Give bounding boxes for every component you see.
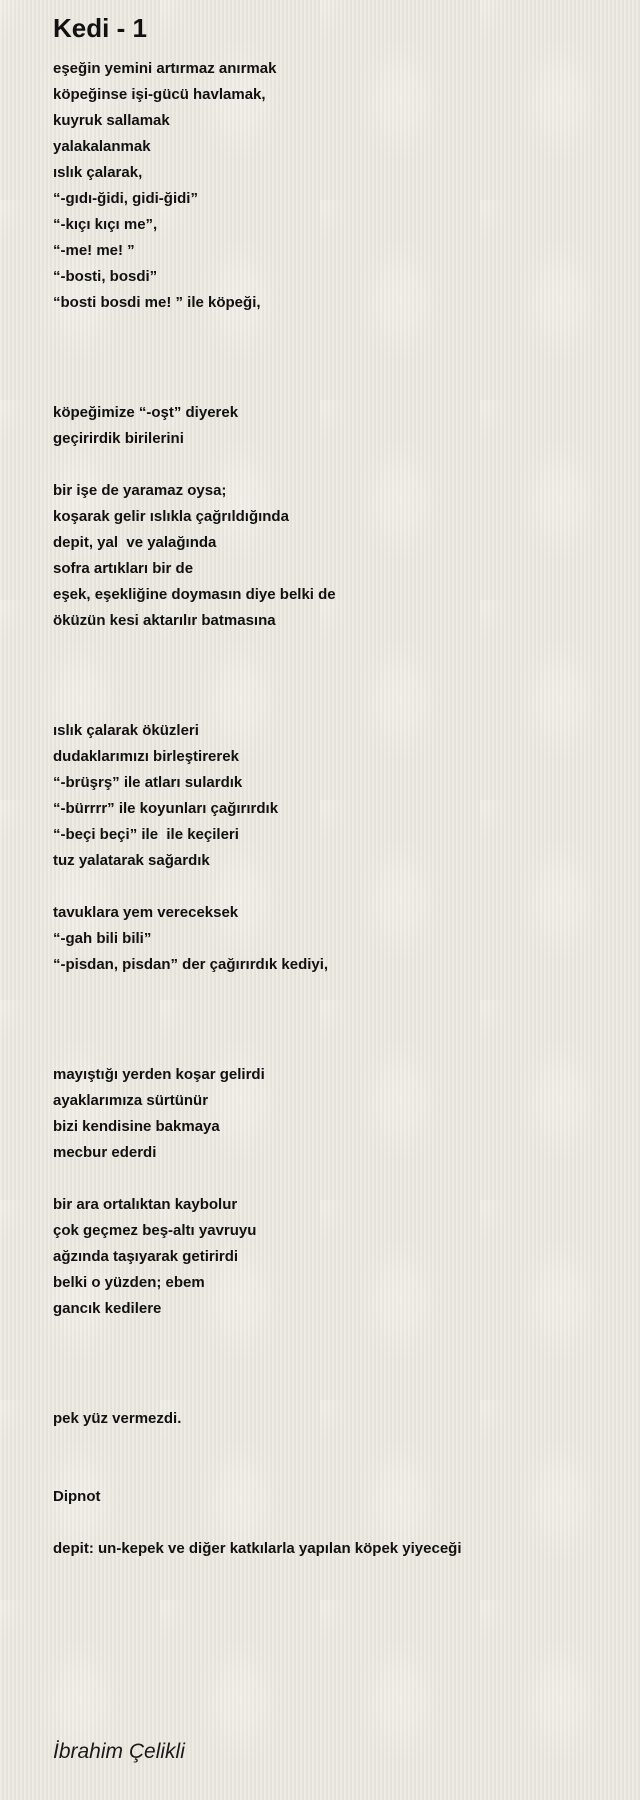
- poem-line: bizi kendisine bakmaya: [53, 1118, 220, 1135]
- poem-line: ayaklarımıza sürtünür: [53, 1092, 209, 1109]
- poem-author: İbrahim Çelikli: [53, 1740, 185, 1763]
- stanza-gap: [53, 1166, 640, 1192]
- poem-line: Dipnot: [53, 1488, 101, 1505]
- poem-stanza: [53, 1406, 640, 1432]
- poem-line: “-kıçı kıçı me”,: [53, 216, 158, 233]
- poem-line: eşek, eşekliğine doymasın diye belki de: [53, 586, 336, 603]
- poem-line: pek yüz vermezdi.: [53, 1410, 182, 1427]
- poem-line: belki o yüzden; ebem: [53, 1274, 205, 1291]
- poem-line: öküzün kesi aktarılır batmasına: [53, 612, 276, 629]
- stanza-gap: [53, 1510, 640, 1536]
- stanza-gap: [53, 316, 640, 400]
- stanza-gap: [53, 1322, 640, 1406]
- poem-line: “bosti bosdi me! ” ile köpeği,: [53, 294, 261, 311]
- poem-line: tuz yalatarak sağardık: [53, 852, 210, 869]
- poem-stanza: [53, 1192, 640, 1322]
- poem-stanza: [53, 1484, 640, 1510]
- stanza-gap: [53, 978, 640, 1062]
- poem-stanza: [53, 56, 640, 316]
- stanza-gap: [53, 874, 640, 900]
- poem-stanza: [53, 900, 640, 978]
- poem-line: kuyruk sallamak: [53, 112, 170, 129]
- stanza-gap: [53, 452, 640, 478]
- poem-line: bir ara ortalıktan kaybolur: [53, 1196, 238, 1213]
- poem-title: Kedi - 1: [53, 13, 147, 43]
- poem-line: bir işe de yaramaz oysa;: [53, 482, 227, 499]
- stanza-gap: [53, 634, 640, 718]
- poem-stanza: [53, 478, 640, 634]
- poem-line: depit: un-kepek ve diğer katkılarla yapılan köpek yiyeceği: [53, 1540, 462, 1557]
- poem-stanza: [53, 718, 640, 874]
- poem-line: ağzında taşıyarak getirirdi: [53, 1248, 239, 1265]
- poem-line: yalakalanmak: [53, 138, 151, 155]
- poem-line: sofra artıkları bir de: [53, 560, 194, 577]
- poem-line: geçirirdik birilerini: [53, 430, 184, 447]
- poem-line: ıslık çalarak,: [53, 164, 143, 181]
- poem-stanza: [53, 400, 640, 452]
- poem-line: “-me! me! ”: [53, 242, 135, 259]
- poem-line: köpeğinse işi-gücü havlamak,: [53, 86, 266, 103]
- poem-line: gancık kedilere: [53, 1300, 162, 1317]
- poem-line: “-gıdı-ğidi, gidi-ğidi”: [53, 190, 198, 207]
- poem-line: köpeğimize “-oşt” diyerek: [53, 404, 239, 421]
- poem-stanza: [53, 1536, 640, 1562]
- poem-line: dudaklarımızı birleştirerek: [53, 748, 239, 765]
- poem-line: “-pisdan, pisdan” der çağırırdık kediyi,: [53, 956, 329, 973]
- poem-line: koşarak gelir ıslıkla çağrıldığında: [53, 508, 289, 525]
- poem-line: tavuklara yem vereceksek: [53, 904, 239, 921]
- poem-line: eşeğin yemini artırmaz anırmak: [53, 60, 277, 77]
- poem-stanza: [53, 1062, 640, 1166]
- poem-line: depit, yal ve yalağında: [53, 534, 217, 551]
- poem-line: “-bürrrr” ile koyunları çağırırdık: [53, 800, 279, 817]
- poem-line: mecbur ederdi: [53, 1144, 157, 1161]
- poem-line: “-brüşrş” ile atları sulardık: [53, 774, 243, 791]
- poem-line: “-gah bili bili”: [53, 930, 152, 947]
- poem-line: “-beçi beçi” ile ile keçileri: [53, 826, 239, 843]
- poem-body: [53, 56, 640, 1562]
- poem-line: “-bosti, bosdi”: [53, 268, 158, 285]
- poem-line: mayıştığı yerden koşar gelirdi: [53, 1066, 265, 1083]
- poem-line: çok geçmez beş-altı yavruyu: [53, 1222, 257, 1239]
- stanza-gap: [53, 1432, 640, 1484]
- poem-line: ıslık çalarak öküzleri: [53, 722, 199, 739]
